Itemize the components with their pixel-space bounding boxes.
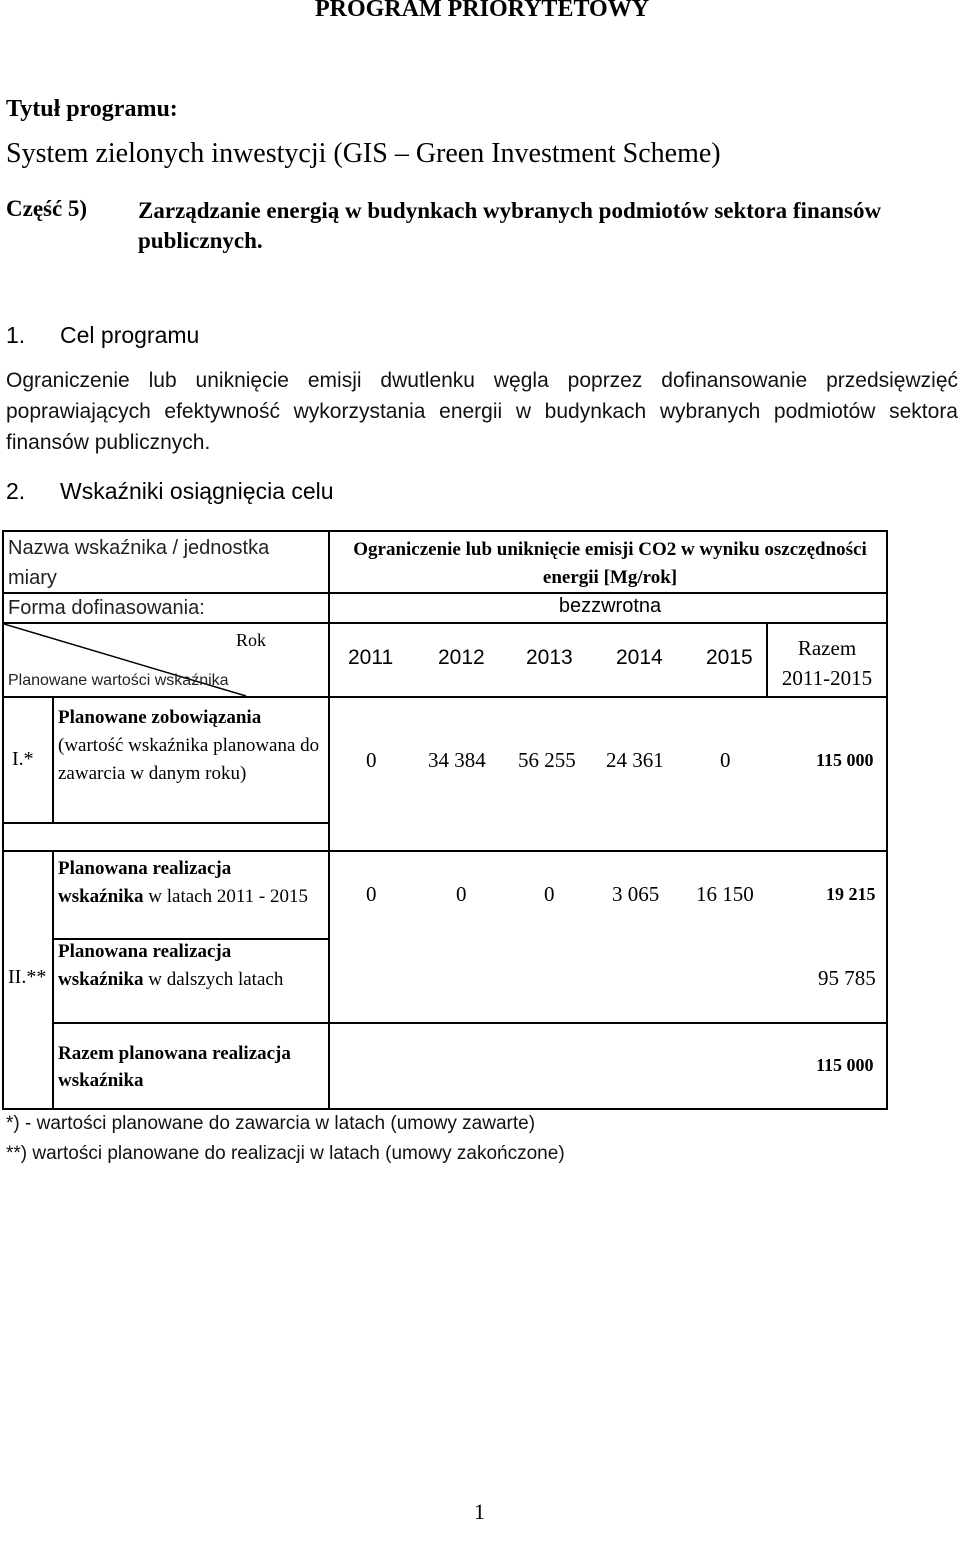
footnote-2: **) wartości planowane do realizacji w latach (umowy zakończone)	[6, 1143, 565, 1164]
part-text: Zarządzanie energią w budynkach wybranych podmiotów sektora finansów publicznych.	[138, 198, 882, 253]
row2a-value-2013: 0	[544, 882, 555, 906]
row2b-label-rest: w dalszych latach	[143, 969, 284, 990]
row1-value-2014: 24 361	[606, 748, 664, 772]
section2-number: 2.	[6, 478, 26, 504]
row1-value-2015: 0	[720, 748, 731, 772]
row2c-total: 115 000	[816, 1055, 874, 1075]
diagonal-bottom-label: Planowane wartości wskaźnika	[8, 672, 229, 689]
row2a-total: 19 215	[826, 884, 876, 904]
part-label: Część 5)	[6, 196, 88, 221]
diagonal-top-label: Rok	[236, 630, 267, 650]
total-header-line1: Razem	[797, 636, 857, 660]
row2b-total: 95 785	[818, 966, 876, 990]
section1-number: 1.	[6, 322, 26, 348]
row1-label-rest: (wartość wskaźnika planowana do zawarcia w danym roku)	[58, 735, 320, 784]
document-title: PROGRAM PRIORYTETOWY	[314, 0, 650, 22]
section2-heading: Wskaźniki osiągnięcia celu	[60, 478, 334, 504]
year-2015: 2015	[706, 646, 753, 669]
row1-value-2013: 56 255	[518, 748, 576, 772]
page-number: 1	[474, 1499, 485, 1524]
total-header	[768, 633, 886, 693]
year-2011: 2011	[348, 646, 394, 669]
row1-roman: I.*	[12, 748, 34, 770]
row2a-label	[58, 855, 320, 911]
funding-form-label: Forma dofinasowania:	[8, 597, 205, 619]
row1-value-2012: 34 384	[428, 748, 486, 772]
program-title: System zielonych inwestycji (GIS – Green Investment Scheme)	[6, 138, 721, 169]
year-2013: 2013	[526, 646, 573, 669]
year-2012: 2012	[438, 646, 485, 669]
row2c-label: Razem planowana realizacja wskaźnika	[58, 1043, 291, 1091]
indicator-name-label: Nazwa wskaźnika / jednostka miary	[8, 537, 270, 589]
program-title-label: Tytuł programu:	[6, 96, 178, 122]
row2a-value-2015: 16 150	[696, 882, 754, 906]
row2a-label-rest: w latach 2011 - 2015	[143, 886, 308, 907]
indicator-name-value: Ograniczenie lub uniknięcie emisji CO2 w wyniku oszczędności energii [Mg/rok]	[353, 539, 867, 588]
row2a-value-2012: 0	[456, 882, 467, 906]
row1-value-2011: 0	[366, 748, 377, 772]
funding-form-value: bezzwrotna	[558, 595, 662, 617]
row2a-label-bold1: Planowana realizacja	[58, 858, 232, 879]
section1-text: Ograniczenie lub uniknięcie emisji dwutlenku węgla poprzez dofinansowanie przedsięwzięć poprawiających efektywność wykorzystania energii w budynkach wybranych podmiotów sektora finansów publicznych.	[6, 369, 958, 454]
row2b-label-bold1: Planowana realizacja	[58, 941, 232, 962]
footnote-1: *) - wartości planowane do zawarcia w latach (umowy zawarte)	[6, 1113, 536, 1134]
total-header-line2: 2011-2015	[781, 666, 873, 690]
row2a-value-2011: 0	[366, 882, 377, 906]
row2-roman: II.**	[8, 966, 47, 988]
row2b-label	[58, 938, 320, 994]
row1-label-bold: Planowane zobowiązania	[58, 707, 262, 728]
row2b-label-bold2: wskaźnika	[58, 969, 144, 990]
row2a-label-bold2: wskaźnika	[58, 886, 144, 907]
row1-label	[58, 704, 320, 788]
row2a-value-2014: 3 065	[612, 882, 660, 906]
year-2014: 2014	[616, 646, 663, 669]
section1-heading: Cel programu	[60, 322, 200, 348]
row1-total: 115 000	[816, 750, 874, 770]
